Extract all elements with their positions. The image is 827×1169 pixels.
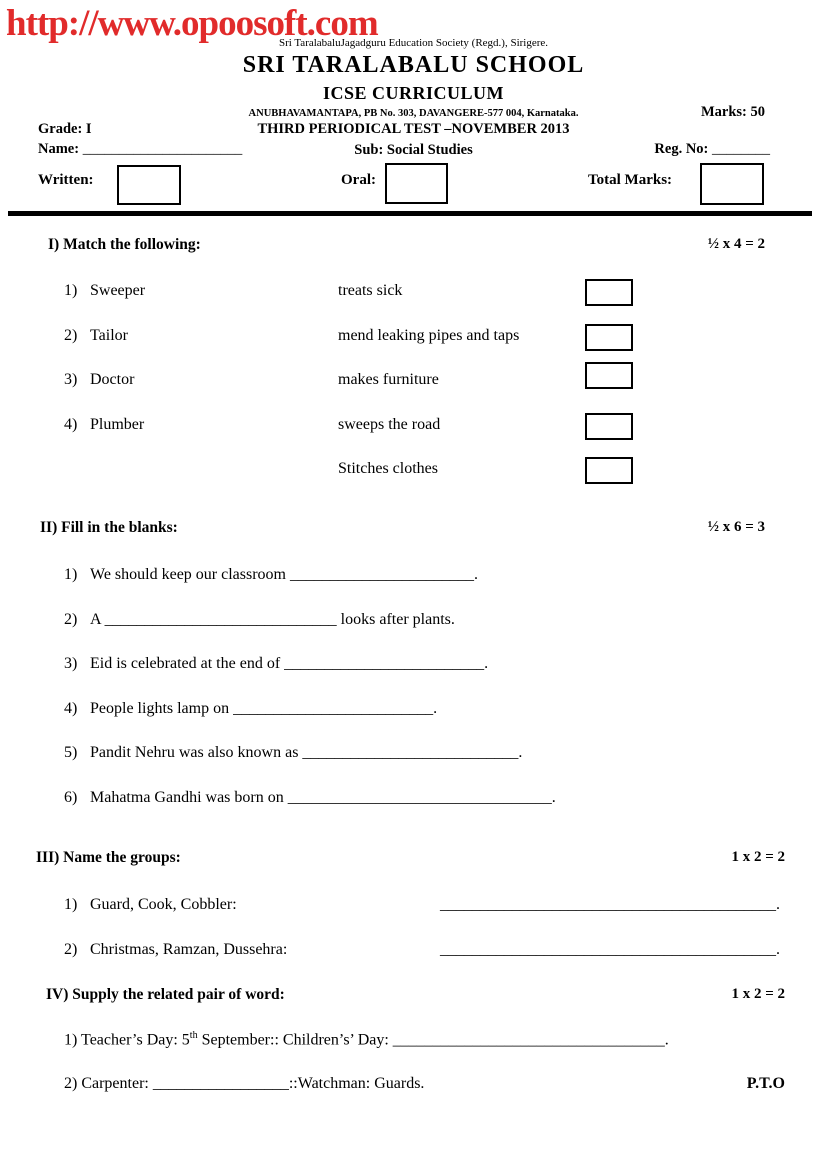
- item-text: 2) Carpenter:: [64, 1075, 153, 1092]
- match-right-phrase: makes furniture: [338, 371, 439, 388]
- item-text-end: .: [484, 655, 489, 672]
- group-item: [0, 941, 827, 967]
- item-text: Christmas, Ramzan, Dussehra:: [90, 941, 288, 958]
- match-left-term: Sweeper: [90, 282, 146, 299]
- item-number: 6): [64, 789, 78, 806]
- total-marks-label: Total Marks:: [588, 172, 673, 188]
- match-row: [0, 371, 827, 401]
- item-text-end: ::Watchman: Guards.: [288, 1075, 425, 1092]
- match-row: [0, 460, 827, 490]
- fill-blank-item: [0, 655, 827, 681]
- item-text: Mahatma Gandhi was born on: [90, 789, 288, 806]
- written-score-box[interactable]: [117, 165, 181, 205]
- header-divider-rule: [8, 211, 812, 216]
- item-number: 4): [64, 700, 78, 717]
- answer-blank-line[interactable]: __________________________________________.: [440, 941, 780, 958]
- match-left-term: Plumber: [90, 416, 145, 433]
- fill-blank-item: [0, 744, 827, 770]
- match-row-number: 1): [64, 282, 78, 299]
- fill-blank-item: [0, 566, 827, 592]
- reg-no-label: Reg. No:: [654, 141, 709, 157]
- fill-blank-line[interactable]: ___________________________: [302, 744, 519, 761]
- pair-item: [0, 1030, 827, 1056]
- item-text-end: .: [433, 700, 438, 717]
- address-line: ANUBHAVAMANTAPA, PB No. 303, DAVANGERE-577 004, Karnataka.: [248, 108, 579, 119]
- match-right-phrase: sweeps the road: [338, 416, 441, 433]
- fill-blank-line[interactable]: _______________________: [290, 566, 474, 583]
- fill-blank-item: [0, 789, 827, 815]
- match-answer-box-3[interactable]: [585, 362, 633, 389]
- item-text-end: looks after plants.: [336, 611, 455, 628]
- answer-blank-line[interactable]: __________________________________________.: [440, 896, 780, 913]
- school-name: SRI TARALABALU SCHOOL: [242, 52, 585, 78]
- item-text: A: [90, 611, 105, 628]
- item-text-end: .: [664, 1031, 669, 1049]
- match-answer-box-2[interactable]: [585, 324, 633, 351]
- fill-blank-item: [0, 611, 827, 637]
- match-row-number: 2): [64, 327, 78, 344]
- fill-blank-line[interactable]: _________________________________: [287, 789, 552, 806]
- match-answer-box-5[interactable]: [585, 457, 633, 484]
- match-row: [0, 416, 827, 446]
- test-title: THIRD PERIODICAL TEST –NOVEMBER 2013: [257, 121, 570, 137]
- answer-blank-line[interactable]: __________________________________: [392, 1031, 665, 1049]
- match-row-number: 3): [64, 371, 78, 388]
- written-label: Written:: [38, 172, 94, 188]
- item-text: Pandit Nehru was also known as: [90, 744, 303, 761]
- name-blank[interactable]: ______________________: [82, 141, 243, 157]
- item-text-end: .: [551, 789, 556, 806]
- match-answer-box-1[interactable]: [585, 279, 633, 306]
- match-left-term: Doctor: [90, 371, 135, 388]
- fill-blank-line[interactable]: _____________________________: [104, 611, 337, 628]
- ordinal-suffix: th: [189, 1030, 198, 1041]
- fill-blank-line[interactable]: _________________________: [284, 655, 485, 672]
- answer-blank-line[interactable]: _________________: [152, 1075, 289, 1092]
- fill-blank-line[interactable]: _________________________: [233, 700, 434, 717]
- item-number: 1): [64, 896, 78, 913]
- section-1-title: I) Match the following:: [48, 236, 201, 253]
- match-right-phrase: mend leaking pipes and taps: [338, 327, 520, 344]
- section-3-marks: 1 x 2 = 2: [731, 849, 785, 865]
- item-number: 2): [64, 611, 78, 628]
- curriculum-line: ICSE CURRICULUM: [322, 83, 504, 103]
- match-row-number: 4): [64, 416, 78, 433]
- item-text: September:: Children’s’ Day:: [197, 1031, 393, 1049]
- total-marks-score-box[interactable]: [700, 163, 764, 205]
- section-4-title: IV) Supply the related pair of word:: [46, 986, 285, 1003]
- oral-label: Oral:: [341, 172, 376, 188]
- item-number: 2): [64, 941, 78, 958]
- society-line: Sri TaralabaluJagadguru Education Society (Regd.), Sirigere.: [278, 37, 549, 49]
- item-number: 3): [64, 655, 78, 672]
- item-number: 1): [64, 566, 78, 583]
- item-text: People lights lamp on: [90, 700, 234, 717]
- reg-no-blank[interactable]: ________: [712, 141, 770, 157]
- reg-no-row: [654, 141, 770, 158]
- subject-label: Sub: Social Studies: [354, 142, 473, 158]
- match-right-phrase: treats sick: [338, 282, 403, 299]
- pair-item: [0, 1075, 827, 1101]
- item-text-end: .: [518, 744, 523, 761]
- match-row: [0, 282, 827, 312]
- grade-label: Grade: I: [38, 121, 92, 137]
- item-number: 5): [64, 744, 78, 761]
- group-item: [0, 896, 827, 922]
- total-marks-possible: Marks: 50: [700, 104, 765, 120]
- item-text-end: .: [474, 566, 478, 583]
- item-text: 1) Teacher’s Day: 5: [64, 1031, 190, 1049]
- item-text: Guard, Cook, Cobbler:: [90, 896, 237, 913]
- fill-blank-item: [0, 700, 827, 726]
- item-text: Eid is celebrated at the end of: [90, 655, 285, 672]
- section-4-marks: 1 x 2 = 2: [731, 986, 785, 1002]
- item-text: We should keep our classroom: [90, 566, 290, 583]
- section-2-title: II) Fill in the blanks:: [40, 519, 178, 536]
- pto-label: P.T.O: [746, 1075, 785, 1092]
- name-label: Name:: [38, 141, 80, 157]
- match-row: [0, 327, 827, 357]
- oral-score-box[interactable]: [385, 163, 448, 204]
- watermark-url: http://www.opoosoft.com: [6, 3, 378, 44]
- section-2-marks: ½ x 6 = 3: [707, 519, 765, 535]
- match-answer-box-4[interactable]: [585, 413, 633, 440]
- match-left-term: Tailor: [90, 327, 128, 344]
- match-right-phrase: Stitches clothes: [338, 460, 438, 477]
- section-1-marks: ½ x 4 = 2: [707, 236, 765, 252]
- section-3-title: III) Name the groups:: [36, 849, 181, 866]
